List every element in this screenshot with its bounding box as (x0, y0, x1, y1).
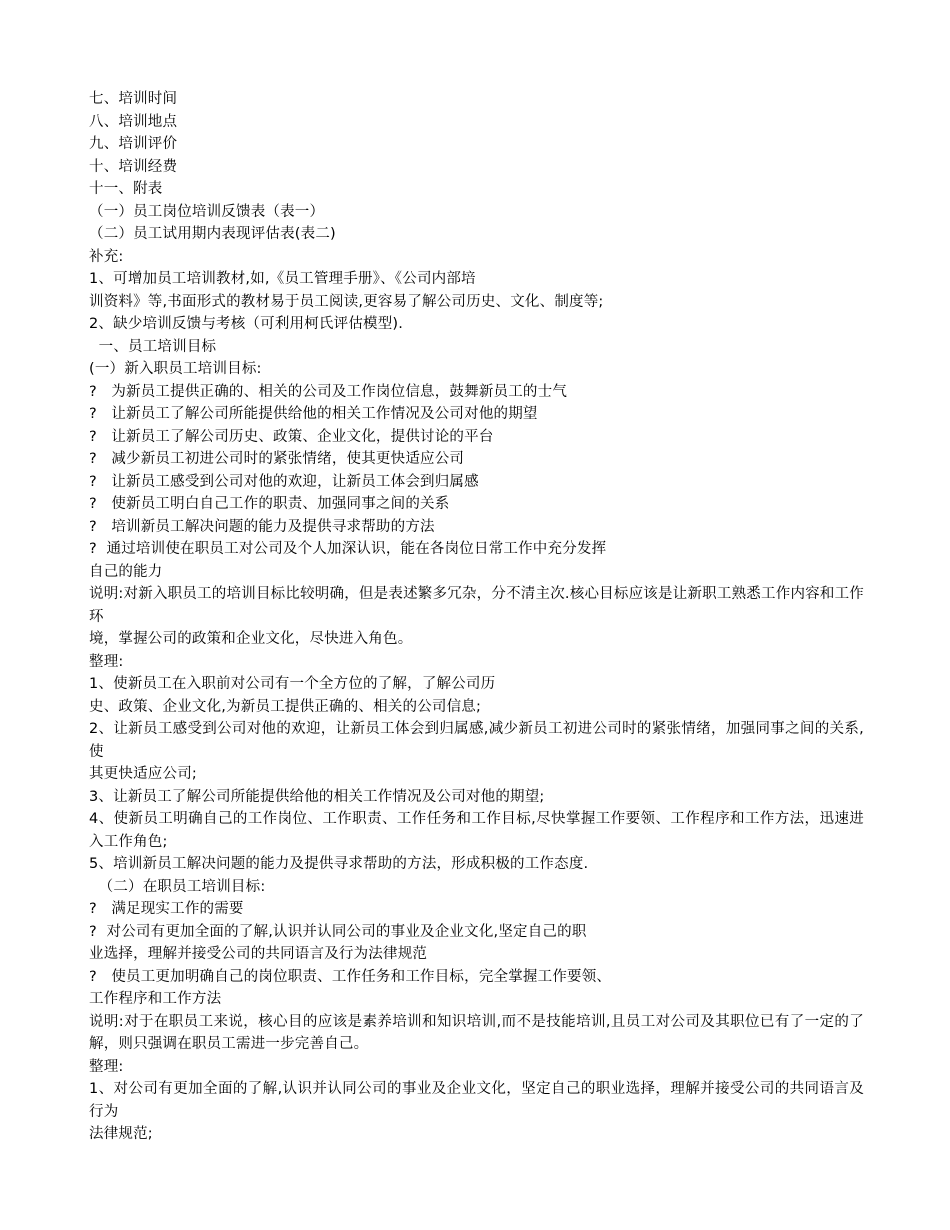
section-heading-training-time: 七、培训时间 (89, 91, 178, 107)
bullet-item: ? 让新员工了解公司历史、政策、企业文化，提供讨论的平台 (89, 428, 494, 445)
section-heading-training-location: 八、培训地点 (89, 113, 178, 130)
bullet-item-cont: 自己的能力 (89, 563, 163, 580)
bullet-item-cont: 工作程序和工作方法 (89, 991, 222, 1007)
goals-heading: 一、员工培训目标 (89, 338, 217, 355)
summary-item-5: 5、培训新员工解决问题的能力及提供寻求帮助的方法，形成积极的工作态度. (89, 856, 589, 872)
bullet-item: ? 让新员工了解公司所能提供给他的相关工作情况及公司对他的期望 (89, 406, 538, 422)
document-body (89, 88, 864, 1146)
summary-item-4: 4、使新员工明确自己的工作岗位、工作职责、工作任务和工作目标,尽快掌握工作要领、工作程序和工作方法，迅速进入工作角色; (89, 811, 864, 850)
note-paragraph: 说明:对于在职员工来说，核心目的应该是素养培训和知识培训,而不是技能培训,且员工对公司及其职位已有了一定的了解，则只强调在职员工需进一步完善自己。 (89, 1013, 864, 1052)
summary-item-1: 1、使新员工在入职前对公司有一个全方位的了解，了解公司历 (89, 676, 496, 692)
bullet-item-cont: 业选择，理解并接受公司的共同语言及行为法律规范 (89, 946, 428, 962)
summary-heading: 整理: (89, 1058, 124, 1075)
section-heading-training-evaluation: 九、培训评价 (89, 136, 178, 152)
summary-item-1: 1、对公司有更加全面的了解,认识并认同公司的事业及企业文化，坚定自己的职业选择，理解并接受公司的共同语言及行为 (89, 1081, 864, 1120)
supplement-item-2: 2、缺少培训反馈与考核（可利用柯氏评估模型). (89, 316, 404, 332)
new-employee-goals-heading: (一）新入职员工培训目标: (89, 361, 262, 377)
note-paragraph: 说明:对新入职员工的培训目标比较明确，但是表述繁多冗杂，分不清主次.核心目标应该是让新职工熟悉工作内容和工作环 (89, 586, 864, 625)
supplement-heading: 补充: (89, 248, 124, 265)
bullet-item: ? 使新员工明白自己工作的职责、加强同事之间的关系 (89, 496, 450, 512)
summary-item-2-cont: 其更快适应公司; (89, 766, 197, 782)
bullet-item: ? 减少新员工初进公司时的紧张情绪，使其更快适应公司 (89, 451, 465, 467)
summary-item-1-cont: 法律规范; (89, 1126, 153, 1142)
summary-item-2: 2、让新员工感受到公司对他的欢迎，让新员工体会到归属感,减少新员工初进公司时的紧张情绪，加强同事之间的关系,使 (89, 721, 864, 760)
summary-item-3: 3、让新员工了解公司所能提供给他的相关工作情况及公司对他的期望; (89, 788, 545, 805)
bullet-item: ? 满足现实工作的需要 (89, 901, 244, 917)
bullet-item: ? 让新员工感受到公司对他的欢迎，让新员工体会到归属感 (89, 473, 479, 490)
supplement-item-1: 1、可增加员工培训教材,如,《员工管理手册》、《公司内部培 (89, 271, 476, 287)
summary-item-1-cont: 史、政策、企业文化,为新员工提供正确的、相关的公司信息; (89, 698, 482, 715)
incumbent-goals-heading: （二）在职员工培训目标: (89, 878, 266, 895)
section-heading-training-budget: 十、培训经费 (89, 158, 178, 175)
appendix-item-1: （一）员工岗位培训反馈表（表一） (89, 203, 325, 220)
section-heading-appendix: 十一、附表 (89, 181, 163, 197)
appendix-item-2: （二）员工试用期内表现评估表(表二) (89, 226, 336, 242)
summary-heading: 整理: (89, 653, 124, 670)
bullet-item: ? 培训新员工解决问题的能力及提供寻求帮助的方法 (89, 518, 435, 535)
note-paragraph-cont: 境，掌握公司的政策和企业文化，尽快进入角色。 (89, 631, 413, 647)
bullet-item: ? 通过培训使在职员工对公司及个人加深认识，能在各岗位日常工作中充分发挥 (89, 541, 607, 557)
bullet-item: ? 对公司有更加全面的了解,认识并认同公司的事业及企业文化,坚定自己的职 (89, 923, 587, 940)
bullet-item: ? 为新员工提供正确的、相关的公司及工作岗位信息，鼓舞新员工的士气 (89, 383, 568, 400)
bullet-item: ? 使员工更加明确自己的岗位职责、工作任务和工作目标，完全掌握工作要领、 (89, 968, 612, 985)
supplement-item-1-cont: 训资料》等,书面形式的教材易于员工阅读,更容易了解公司历史、文化、制度等; (89, 293, 604, 310)
